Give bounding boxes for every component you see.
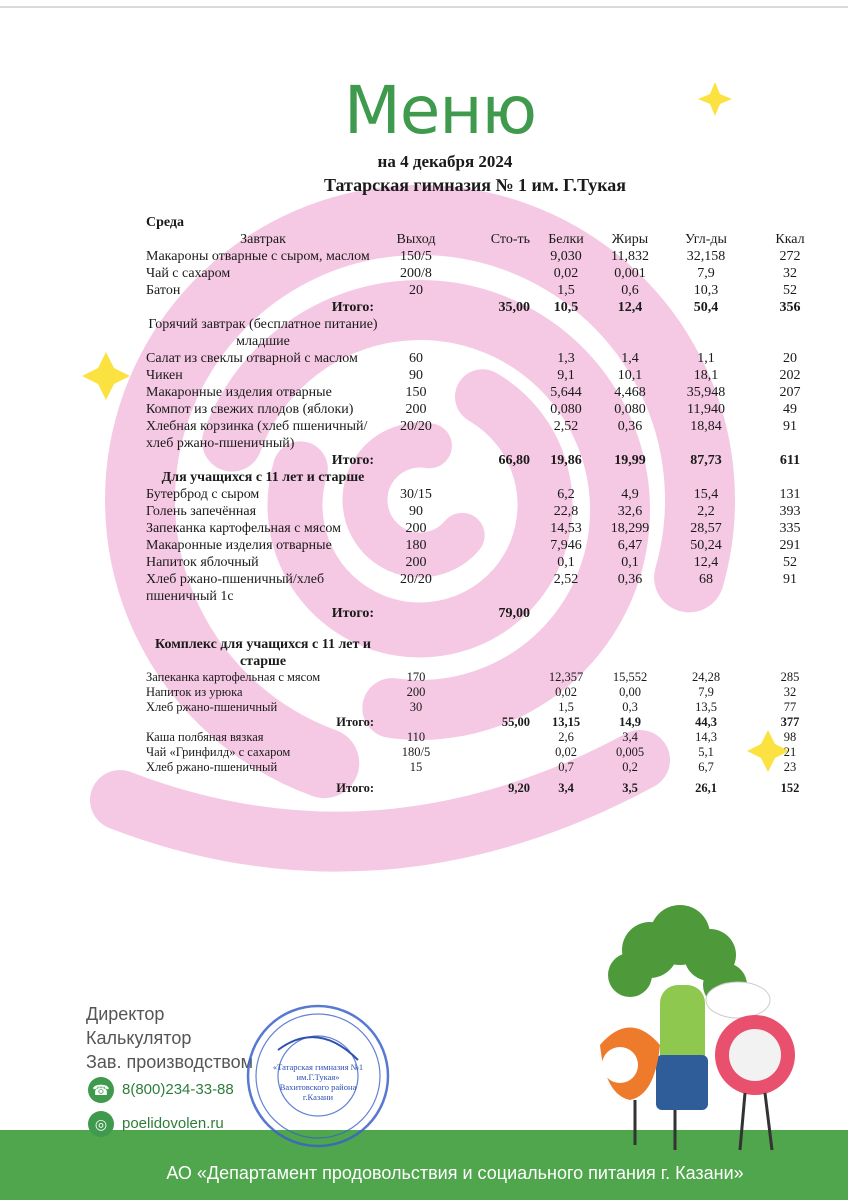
cell-value: 202 [779, 368, 801, 383]
cell-value: 68 [699, 572, 713, 587]
dish-name: Запеканка картофельная с мясом [146, 670, 321, 684]
cell-value [662, 605, 750, 622]
cell-value: 180 [405, 538, 427, 553]
cell-value: 50,4 [693, 300, 719, 315]
calculator-label: Калькулятор [86, 1028, 192, 1048]
cell-value [750, 605, 830, 622]
cell-value: 1,5 [558, 700, 574, 714]
cell-value: 15,4 [693, 487, 719, 502]
table-row [146, 730, 830, 745]
cell-value: 0,1 [557, 555, 575, 570]
table-row [146, 670, 830, 685]
cell-value: 9,20 [508, 781, 530, 795]
cell-value [452, 685, 534, 700]
col-header: Белки [548, 232, 584, 247]
cell-value: 2,6 [558, 730, 574, 744]
dish-name: Хлеб ржано-пшеничный/хлеб пшеничный 1с [146, 572, 325, 604]
table-row [146, 265, 830, 282]
stamp-line: Вахитовского района [279, 1082, 357, 1092]
dish-name: Итого: [331, 606, 374, 621]
table-row [146, 700, 830, 715]
cell-value [452, 248, 534, 265]
cell-value: 2,2 [697, 504, 715, 519]
cell-value: 19,86 [550, 453, 582, 468]
table-row [146, 367, 830, 384]
school-name: Татарская гимназия № 1 им. Г.Тукая [323, 175, 627, 195]
cell-value: 44,3 [695, 715, 717, 729]
cell-value: 0,2 [622, 760, 638, 774]
cell-value: 24,28 [691, 670, 721, 684]
cell-value: 200 [406, 685, 426, 699]
cell-value: 393 [779, 504, 801, 519]
cell-value [452, 265, 534, 282]
cell-value: 35,948 [686, 385, 726, 400]
cell-value: 6,7 [698, 760, 714, 774]
table-row [146, 571, 830, 605]
cell-value: 23 [783, 760, 797, 774]
cell-value: 18,84 [690, 419, 722, 434]
cell-value: 2,52 [553, 419, 579, 434]
cell-value: 150/5 [400, 249, 432, 264]
cell-value: 9,1 [557, 368, 575, 383]
cell-value: 291 [779, 538, 801, 553]
dish-name: Салат из свеклы отварной с маслом [146, 351, 358, 366]
cell-value: 0,1 [621, 555, 639, 570]
cell-value: 20 [783, 351, 797, 366]
table-row [146, 520, 830, 537]
dish-name: Голень запечённая [146, 504, 257, 519]
cell-value [452, 745, 534, 760]
cell-value: 52 [783, 555, 797, 570]
section-title: Комплекс для учащихся с 11 лет и старше [155, 637, 371, 669]
cell-value [452, 486, 534, 503]
table-row [146, 685, 830, 700]
cell-value: 14,53 [550, 521, 582, 536]
production-label: Зав. производством [86, 1052, 253, 1072]
cell-value: 4,9 [621, 487, 639, 502]
cell-value: 60 [409, 351, 423, 366]
table-row [146, 715, 830, 730]
cell-value: 32,158 [686, 249, 726, 264]
cell-value: 1,4 [621, 351, 639, 366]
cell-value [452, 520, 534, 537]
cell-value: 14,3 [695, 730, 717, 744]
dish-name: Макаронные изделия отварные [146, 385, 332, 400]
total-row [146, 299, 830, 316]
cell-value: 131 [779, 487, 801, 502]
section-title: Горячий завтрак (бесплатное питание) младшие [148, 317, 378, 349]
cell-value: 5,1 [698, 745, 714, 759]
vegetable-mascots-illustration [560, 905, 820, 1155]
cell-value: 66,80 [498, 453, 530, 468]
cell-value: 0,080 [614, 402, 646, 417]
dish-name: Хлеб ржано-пшеничный [146, 760, 278, 774]
cell-value: 0,36 [617, 572, 643, 587]
cell-value: 28,57 [690, 521, 722, 536]
cell-value: 285 [780, 670, 800, 684]
cell-value: 30/15 [400, 487, 432, 502]
col-header: Угл-ды [685, 232, 727, 247]
menu-title: Меню [343, 72, 537, 149]
cell-value: 7,9 [698, 685, 714, 699]
table-row [146, 384, 830, 401]
table-row [146, 350, 830, 367]
cell-value: 0,080 [550, 402, 582, 417]
table-row [146, 486, 830, 503]
site-contact[interactable] [88, 1111, 224, 1137]
cell-value: 98 [783, 730, 797, 744]
cell-value [452, 384, 534, 401]
cell-value: 152 [780, 781, 800, 795]
cell-value: 91 [783, 419, 797, 434]
cell-value [452, 418, 534, 452]
cell-value: 20 [409, 283, 423, 298]
dish-name: Бутерброд с сыром [146, 487, 260, 502]
dish-name: Чикен [146, 368, 183, 383]
cell-value: 18,299 [610, 521, 650, 536]
dish-name: Напиток из урюка [146, 685, 243, 699]
cell-value [598, 605, 662, 622]
cell-value: 377 [780, 715, 800, 729]
cell-value: 0,36 [617, 419, 643, 434]
phone-number: 8(800)234-33-88 [122, 1080, 234, 1098]
menu-date: на 4 декабря 2024 [377, 152, 513, 171]
cell-value: 90 [409, 504, 423, 519]
cell-value [452, 730, 534, 745]
day-label: Среда [146, 215, 185, 230]
table-row [146, 745, 830, 760]
cell-value [452, 367, 534, 384]
cell-value [380, 605, 452, 622]
col-header: Жиры [611, 232, 649, 247]
cell-value: 200/8 [400, 266, 432, 281]
cell-value: 207 [779, 385, 801, 400]
cell-value: 7,946 [550, 538, 582, 553]
cell-value [452, 571, 534, 605]
section-title: Для учащихся с 11 лет и старше [161, 470, 365, 485]
cell-value [534, 605, 598, 622]
cell-value: 200 [405, 521, 427, 536]
cell-value: 10,5 [553, 300, 579, 315]
cell-value: 77 [783, 700, 797, 714]
dish-name: Запеканка картофельная с мясом [146, 521, 342, 536]
cell-value: 7,9 [697, 266, 715, 281]
dish-name: Батон [146, 283, 181, 298]
cell-value: 11,940 [687, 402, 725, 417]
menu-table [146, 214, 830, 796]
cell-value: 12,4 [617, 300, 643, 315]
col-header: Сто-ть [490, 232, 530, 247]
cell-value [452, 350, 534, 367]
cell-value: 200 [405, 402, 427, 417]
cell-value: 19,99 [614, 453, 646, 468]
cell-value: 4,468 [614, 385, 646, 400]
dish-name: Макаронные изделия отварные [146, 538, 332, 553]
dish-name: Итого: [331, 453, 374, 468]
cell-value: 3,4 [622, 730, 638, 744]
cell-value: 20/20 [400, 419, 432, 434]
cell-value: 32 [783, 685, 797, 699]
table-row [146, 554, 830, 571]
table-row [146, 781, 830, 796]
cell-value [452, 760, 534, 775]
dish-name: Итого: [336, 781, 374, 795]
cell-value: 0,02 [555, 745, 577, 759]
cell-value: 1,3 [557, 351, 575, 366]
cell-value: 150 [405, 385, 427, 400]
stamp-line: «Татарская гимназия №1 [272, 1062, 364, 1072]
cell-value: 49 [783, 402, 797, 417]
header-row [146, 231, 830, 248]
section-row [146, 636, 830, 670]
cell-value: 13,5 [695, 700, 717, 714]
cell-value: 87,73 [690, 453, 722, 468]
cell-value: 3,4 [558, 781, 574, 795]
footer-org: АО «Департамент продовольствия и социального питания г. Казани» [166, 1163, 744, 1183]
cell-value [452, 700, 534, 715]
cell-value: 0,001 [614, 266, 646, 281]
table-row [146, 760, 830, 775]
cell-value: 1,1 [697, 351, 715, 366]
cell-value: 10,1 [617, 368, 643, 383]
cell-value: 0,005 [615, 745, 645, 759]
cell-value: 3,5 [622, 781, 638, 795]
total-row [146, 605, 830, 622]
table-row [146, 401, 830, 418]
cell-value: 356 [779, 300, 801, 315]
day-row [146, 214, 830, 231]
table-row [146, 503, 830, 520]
director-label: Директор [86, 1004, 165, 1024]
table-row [146, 282, 830, 299]
cell-value: 20/20 [400, 572, 432, 587]
cell-value [452, 401, 534, 418]
table-row [146, 418, 830, 452]
cell-value: 50,24 [690, 538, 722, 553]
cell-value: 6,2 [557, 487, 575, 502]
cell-value: 55,00 [501, 715, 530, 729]
dish-name: Итого: [336, 715, 374, 729]
cell-value: 335 [779, 521, 801, 536]
cell-value [452, 282, 534, 299]
cell-value: 90 [409, 368, 423, 383]
stamp-text [258, 1062, 378, 1102]
dish-name: Чай с сахаром [146, 266, 231, 281]
cell-value: 15,552 [612, 670, 648, 684]
cell-value [452, 537, 534, 554]
cell-value: 35,00 [498, 300, 530, 315]
cell-value [452, 503, 534, 520]
dish-name: Напиток яблочный [146, 555, 259, 570]
cell-value: 11,832 [611, 249, 649, 264]
dish-name: Хлеб ржано-пшеничный [146, 700, 278, 714]
cell-value: 9,030 [550, 249, 582, 264]
col-header: Завтрак [240, 232, 286, 247]
signature-block [86, 1002, 253, 1074]
cell-value: 14,9 [619, 715, 641, 729]
cell-value: 18,1 [693, 368, 719, 383]
cell-value: 0,02 [555, 685, 577, 699]
cell-value: 52 [783, 283, 797, 298]
cell-value: 2,52 [553, 572, 579, 587]
cell-value: 12,357 [548, 670, 584, 684]
cell-value: 110 [406, 730, 426, 744]
cell-value: 22,8 [553, 504, 579, 519]
total-row [146, 452, 830, 469]
cell-value [452, 670, 534, 685]
cell-value: 13,15 [551, 715, 581, 729]
cell-value [380, 452, 452, 469]
cell-value: 0,3 [622, 700, 638, 714]
dish-name: Хлебная корзинка (хлеб пшеничный/хлеб ржано-пшеничный) [146, 419, 368, 451]
cell-value: 0,02 [553, 266, 579, 281]
dish-name: Компот из свежих плодов (яблоки) [146, 402, 354, 417]
cell-value: 10,3 [693, 283, 719, 298]
cell-value: 79,00 [498, 606, 530, 621]
cell-value: 180/5 [401, 745, 431, 759]
cell-value: 32,6 [617, 504, 643, 519]
cell-value: 5,644 [550, 385, 582, 400]
stamp-line: г.Казани [302, 1092, 334, 1102]
cell-value: 611 [779, 453, 801, 468]
cell-value: 1,5 [557, 283, 575, 298]
dish-name: Каша полбяная вязкая [146, 730, 264, 744]
col-header: Ккал [775, 232, 805, 247]
table-row [146, 537, 830, 554]
site-link[interactable]: poelidovolen.ru [122, 1114, 224, 1132]
dish-name: Чай «Гринфилд» с сахаром [146, 745, 291, 759]
cell-value [452, 554, 534, 571]
col-header: Выход [396, 232, 436, 247]
cell-value: 30 [409, 700, 423, 714]
phone-contact[interactable] [88, 1077, 234, 1103]
section-row [146, 469, 830, 486]
cell-value: 15 [409, 760, 423, 774]
cell-value: 32 [783, 266, 797, 281]
cell-value: 12,4 [693, 555, 719, 570]
cell-value: 272 [779, 249, 801, 264]
cell-value [380, 781, 452, 796]
globe-icon: ◎ [88, 1111, 114, 1137]
cell-value: 0,00 [619, 685, 641, 699]
dish-name: Макароны отварные с сыром, маслом [146, 249, 370, 264]
stamp-line: им.Г.Тукая» [296, 1072, 340, 1082]
cell-value: 91 [783, 572, 797, 587]
cell-value: 26,1 [695, 781, 717, 795]
cell-value [380, 299, 452, 316]
cell-value: 21 [783, 745, 797, 759]
phone-icon: ☎ [88, 1077, 114, 1103]
dish-name: Итого: [331, 300, 374, 315]
cell-value [380, 715, 452, 730]
table-row [146, 248, 830, 265]
cell-value: 6,47 [617, 538, 643, 553]
cell-value: 170 [406, 670, 426, 684]
cell-value: 200 [405, 555, 427, 570]
cell-value: 0,7 [558, 760, 574, 774]
cell-value: 0,6 [621, 283, 639, 298]
section-row [146, 316, 830, 350]
